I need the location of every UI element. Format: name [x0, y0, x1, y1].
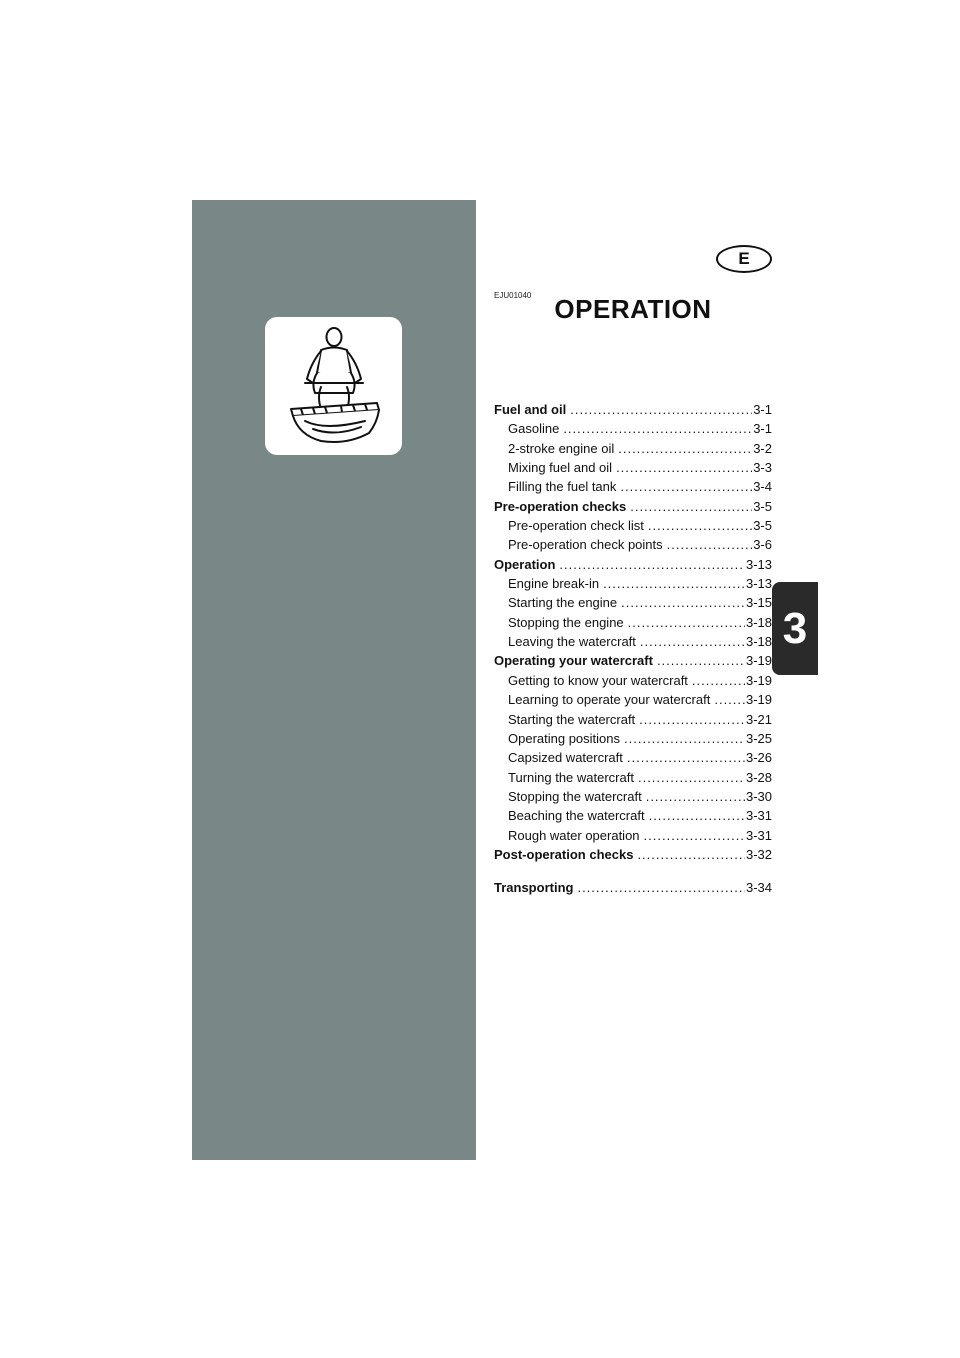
- toc-entry-label: Stopping the engine: [508, 614, 624, 630]
- toc-entry[interactable]: [494, 497, 772, 516]
- toc-entry-page: 3-3: [753, 460, 772, 476]
- toc-entry[interactable]: [494, 748, 772, 767]
- toc-entry-page: 3-5: [753, 498, 772, 514]
- toc-dot-leader: [640, 632, 745, 651]
- toc-entry[interactable]: [494, 878, 772, 897]
- toc-entry-label: Starting the engine: [508, 595, 618, 611]
- toc-entry-page: 3-26: [745, 750, 772, 766]
- toc-entry-page: 3-1: [753, 402, 772, 417]
- toc-entry-page: 3-32: [745, 846, 772, 862]
- toc-entry-label: Engine break-in: [508, 576, 600, 592]
- toc-dot-leader: [714, 690, 745, 709]
- toc-entry[interactable]: [494, 787, 772, 806]
- toc-dot-leader: [603, 574, 745, 593]
- toc-entry-label: Operating your watercraft: [494, 653, 653, 669]
- toc-dot-leader: [639, 710, 745, 729]
- toc-entry-page: 3-21: [745, 711, 772, 727]
- toc-dot-leader: [630, 497, 752, 516]
- toc-dot-leader: [559, 555, 745, 574]
- toc-entry-label: Beaching the watercraft: [508, 808, 645, 824]
- toc-entry-label: Pre-operation check points: [508, 537, 663, 553]
- toc-entry[interactable]: [494, 729, 772, 748]
- page-title: OPERATION: [554, 294, 712, 324]
- toc-dot-leader: [649, 806, 745, 825]
- toc-entry[interactable]: [494, 671, 772, 690]
- toc-dot-leader: [646, 787, 745, 806]
- toc-dot-leader: [648, 516, 752, 535]
- table-of-contents: [494, 400, 772, 898]
- toc-entry-page: 3-13: [745, 576, 772, 592]
- toc-entry-page: 3-30: [745, 788, 772, 804]
- toc-dot-leader: [692, 671, 745, 690]
- toc-entry[interactable]: [494, 574, 772, 593]
- toc-entry[interactable]: [494, 555, 772, 574]
- toc-entry-page: 3-34: [745, 880, 772, 896]
- toc-dot-leader: [637, 845, 745, 864]
- toc-entry-label: Leaving the watercraft: [508, 634, 636, 650]
- toc-entry[interactable]: [494, 458, 772, 477]
- toc-entry[interactable]: [494, 710, 772, 729]
- toc-entry[interactable]: [494, 613, 772, 632]
- rider-watercraft-icon: [265, 317, 402, 455]
- toc-entry-label: Learning to operate your watercraft: [508, 692, 711, 708]
- chapter-tab[interactable]: [772, 582, 818, 675]
- toc-entry[interactable]: [494, 651, 772, 670]
- toc-entry-page: 3-25: [745, 730, 772, 746]
- toc-entry-page: 3-18: [745, 634, 772, 650]
- toc-entry-page: 3-13: [745, 556, 772, 572]
- toc-entry[interactable]: [494, 845, 772, 864]
- toc-entry[interactable]: [494, 632, 772, 651]
- toc-dot-leader: [577, 878, 745, 897]
- toc-entry-label: Operating positions: [508, 730, 621, 746]
- document-code: EJU01040: [494, 291, 532, 300]
- toc-entry[interactable]: [494, 593, 772, 612]
- toc-entry-label: Fuel and oil: [494, 402, 567, 417]
- toc-entry-label: Getting to know your watercraft: [508, 672, 688, 688]
- toc-entry-label: Pre-operation checks: [494, 498, 627, 514]
- toc-entry[interactable]: [494, 477, 772, 496]
- toc-dot-leader: [620, 477, 752, 496]
- toc-entry-label: Pre-operation check list: [508, 518, 644, 534]
- toc-entry-label: Capsized watercraft: [508, 750, 623, 766]
- toc-entry-label: Mixing fuel and oil: [508, 460, 613, 476]
- toc-entry-page: 3-15: [745, 595, 772, 611]
- toc-dot-leader: [624, 729, 745, 748]
- toc-dot-leader: [657, 651, 745, 670]
- toc-entry-page: 3-2: [753, 440, 772, 456]
- toc-entry-label: Starting the watercraft: [508, 711, 636, 727]
- toc-entry-label: Filling the fuel tank: [508, 479, 617, 495]
- toc-entry[interactable]: [494, 826, 772, 845]
- toc-entry-page: 3-19: [745, 672, 772, 688]
- chapter-icon-card: [265, 317, 402, 455]
- toc-entry-label: 2-stroke engine oil: [508, 440, 615, 456]
- toc-entry-page: 3-5: [753, 518, 772, 534]
- toc-dot-leader: [638, 768, 745, 787]
- toc-entry[interactable]: [494, 439, 772, 458]
- toc-entry[interactable]: [494, 516, 772, 535]
- toc-entry-label: Transporting: [494, 880, 574, 896]
- toc-entry-label: Stopping the watercraft: [508, 788, 642, 804]
- language-badge: E: [716, 245, 772, 273]
- toc-entry-page: 3-18: [745, 614, 772, 630]
- toc-entry[interactable]: [494, 768, 772, 787]
- toc-entry-page: 3-28: [745, 769, 772, 785]
- chapter-number: 3: [782, 603, 808, 653]
- toc-entry-page: 3-31: [745, 827, 772, 843]
- toc-entry[interactable]: [494, 806, 772, 825]
- toc-dot-leader: [570, 400, 752, 419]
- toc-entry-label: Post-operation checks: [494, 846, 634, 862]
- toc-dot-leader: [563, 419, 752, 438]
- toc-entry-page: 3-6: [753, 537, 772, 553]
- toc-entry[interactable]: [494, 400, 772, 419]
- toc-entry[interactable]: [494, 419, 772, 438]
- toc-dot-leader: [644, 826, 745, 845]
- toc-entry-page: 3-4: [753, 479, 772, 495]
- toc-entry[interactable]: [494, 535, 772, 554]
- toc-entry-label: Rough water operation: [508, 827, 640, 843]
- toc-dot-leader: [616, 458, 752, 477]
- toc-dot-leader: [628, 613, 745, 632]
- toc-entry-page: 3-19: [745, 692, 772, 708]
- toc-entry-page: 3-31: [745, 808, 772, 824]
- toc-dot-leader: [667, 535, 753, 554]
- toc-entry-label: Gasoline: [508, 421, 560, 437]
- toc-entry-page: 3-19: [745, 653, 772, 669]
- toc-dot-leader: [627, 748, 745, 767]
- toc-entry-label: Turning the watercraft: [508, 769, 634, 785]
- toc-entry-page: 3-1: [753, 421, 772, 437]
- toc-entry[interactable]: [494, 690, 772, 709]
- toc-dot-leader: [618, 439, 752, 458]
- toc-dot-leader: [621, 593, 745, 612]
- toc-entry-label: Operation: [494, 556, 556, 572]
